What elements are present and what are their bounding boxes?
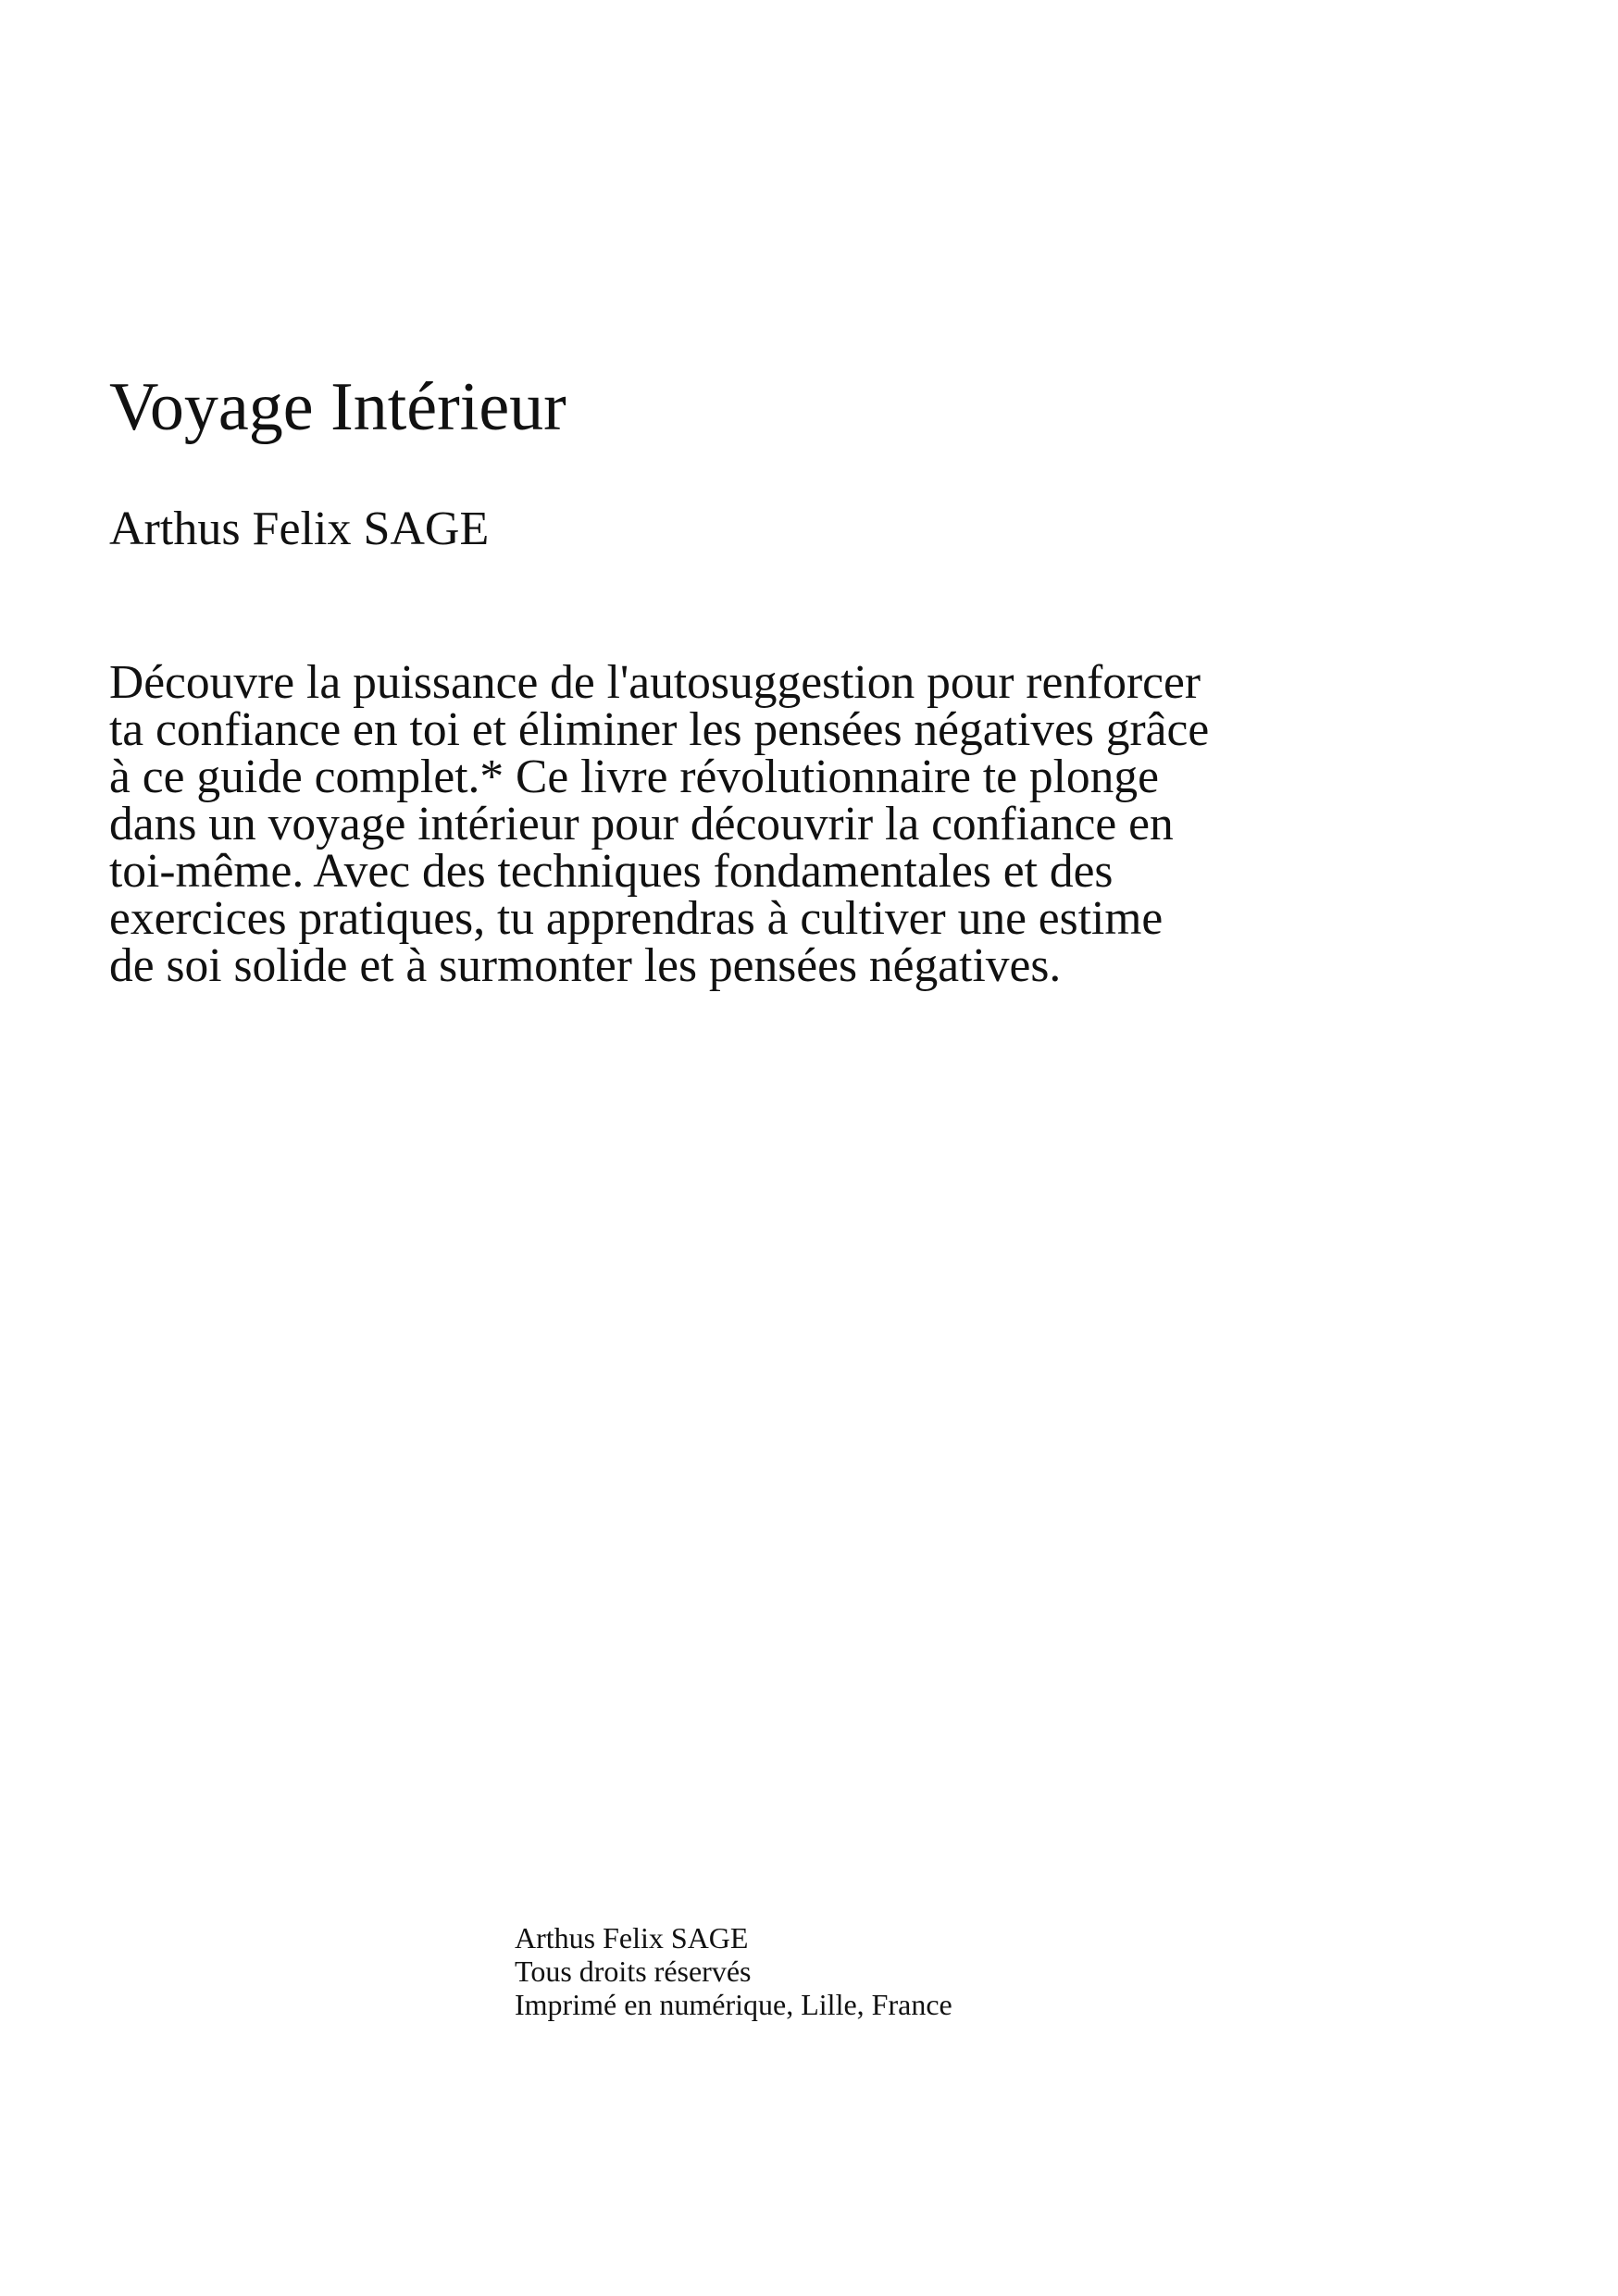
colophon [515, 1921, 1163, 2021]
colophon-printed: Imprimé en numérique, Lille, France [515, 1988, 952, 2021]
colophon-author: Arthus Felix SAGE [515, 1921, 749, 1955]
book-description: Découvre la puissance de l'autosuggestion pour renforcer ta confiance en toi et éliminer les pensées négatives grâce à ce guide complet.* Ce livre révolutionnaire te plonge dans un voyage intérieur pour découvrir la confiance en toi-même. Avec des techniques fondamentales et des exercices pratiques, tu apprendras à cultiver une estime de soi solide et à surmonter les pensées négatives. [109, 656, 1210, 992]
colophon-rights: Tous droits réservés [515, 1955, 752, 1988]
book-title: Voyage Intérieur [109, 369, 566, 445]
book-author: Arthus Felix SAGE [109, 503, 490, 555]
